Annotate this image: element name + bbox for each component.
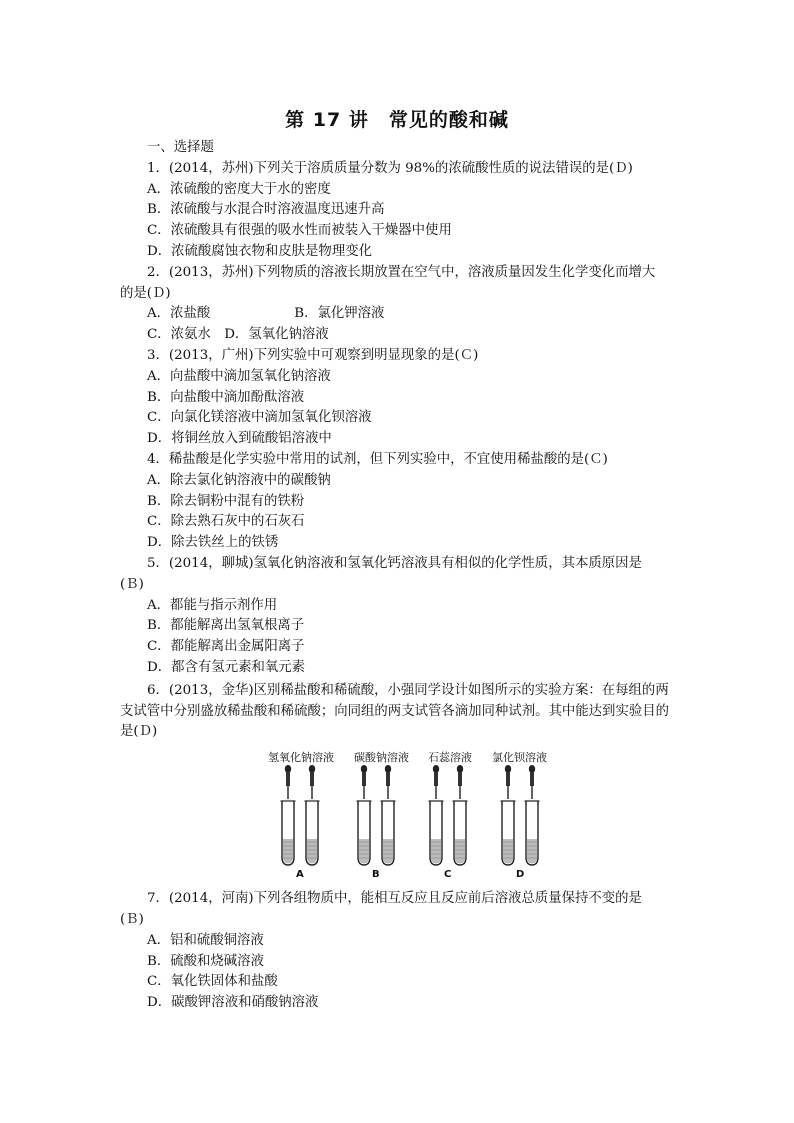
question-4-stem: 4．稀盐酸是化学实验中常用的试剂，但下列实验中，不宜使用稀盐酸的是(Ｃ) [147,451,608,467]
question-7-option-c: C．氧化铁固体和盐酸 [147,974,278,990]
question-1-stem: 1．(2014，苏州)下列关于溶质质量分数为 98%的浓硫酸性质的说法错误的是(Ｄ) [147,160,633,176]
question-2-options-ab [120,304,675,325]
question-7-option-a: A．铝和硫酸铜溶液 [147,932,264,948]
question-4-option-b: B．除去铜粉中混有的铁粉 [147,493,305,509]
question-5-option-c: C．都能解离出金属阳离子 [147,639,305,655]
question-7-option-d: D．碳酸钾溶液和硝酸钠溶液 [147,995,319,1011]
question-3-option-a: A．向盐酸中滴加氢氧化钠溶液 [147,368,331,384]
question-3-stem: 3．(2013，广州)下列实验中可观察到明显现象的是(Ｃ) [147,347,479,363]
figure-letter-a: A [296,869,304,881]
question-7-option-b: B．硫酸和烧碱溶液 [147,953,264,969]
figure-letter-d: D [516,869,525,881]
question-5-stem-continued: (Ｂ) [120,576,144,592]
figure-reagent-label-c: 石蕊溶液 [428,751,472,765]
tube-group-c [429,765,468,865]
question-5-option-d: D．都含有氢元素和氧元素 [147,659,306,675]
question-1-option-d: D．浓硫酸腐蚀衣物和皮肤是物理变化 [147,243,372,259]
tube-group-b [357,765,396,865]
tube-group-d [501,765,540,865]
question-2-stem-continued: 的是(Ｄ) [120,285,171,301]
question-3-option-b: B．向盐酸中滴加酚酞溶液 [147,389,305,405]
question-4-option-c: C．除去熟石灰中的石灰石 [147,514,305,530]
question-2-stem: 2．(2013，苏州)下列物质的溶液长期放置在空气中，溶液质量因发生化学变化而增大 [147,264,656,280]
question-1-option-a: A．浓硫酸的密度大于水的密度 [147,181,331,197]
figure-reagent-label-a: 氢氧化钠溶液 [268,751,334,765]
question-3-option-c: C．向氯化镁溶液中滴加氢氧化钡溶液 [147,410,372,426]
question-2-option-b: B．氯化钾溶液 [294,306,385,322]
question-2-options-cd: C．浓氨水 D．氢氧化钠溶液 [147,327,329,343]
figure-letter-b: B [372,869,380,881]
question-7-stem-continued: (Ｂ) [120,911,144,927]
figure-reagent-label-d: 氯化钡溶液 [492,751,547,765]
question-list [120,138,675,1014]
question-6-stem: 6．(2013，金华)区别稀盐酸和稀硫酸，小强同学设计如图所示的实验方案：在每组的两支试管中分别盛放稀盐酸和稀硫酸；向同组的两支试管各滴加同种试剂。其中能达到实验目的是(Ｄ) [120,682,670,740]
question-1-option-b: B．浓硫酸与水混合时溶液温度迅速升高 [147,202,385,218]
figure-letter-c: C [444,869,452,881]
test-tube-figure [268,749,675,881]
test-tubes-drawing [268,765,568,869]
question-7-stem: 7．(2014，河南)下列各组物质中，能相互反应且反应前后溶液总质量保持不变的是 [147,891,642,907]
question-5-stem: 5．(2014，聊城)氢氧化钠溶液和氢氧化钙溶液具有相似的化学性质，其本质原因是 [147,555,642,571]
question-3-option-d: D．将铜丝放入到硫酸铝溶液中 [147,431,332,447]
figure-reagent-label-b: 碳酸钠溶液 [354,751,409,765]
section-heading: 一、选择题 [147,140,214,155]
question-4-option-a: A．除去氯化钠溶液中的碳酸钠 [147,472,331,488]
page-title: 第 17 讲 常见的酸和碱 [285,109,509,131]
tube-group-a [281,765,320,865]
question-1-option-c: C．浓硫酸具有很强的吸水性而被装入干燥器中使用 [147,223,452,239]
question-5-option-a: A．都能与指示剂作用 [147,597,278,613]
question-4-option-d: D．除去铁丝上的铁锈 [147,535,279,551]
question-5-option-b: B．都能解离出氢氧根离子 [147,618,305,634]
question-2-option-a: A．浓盐酸 [147,306,211,322]
